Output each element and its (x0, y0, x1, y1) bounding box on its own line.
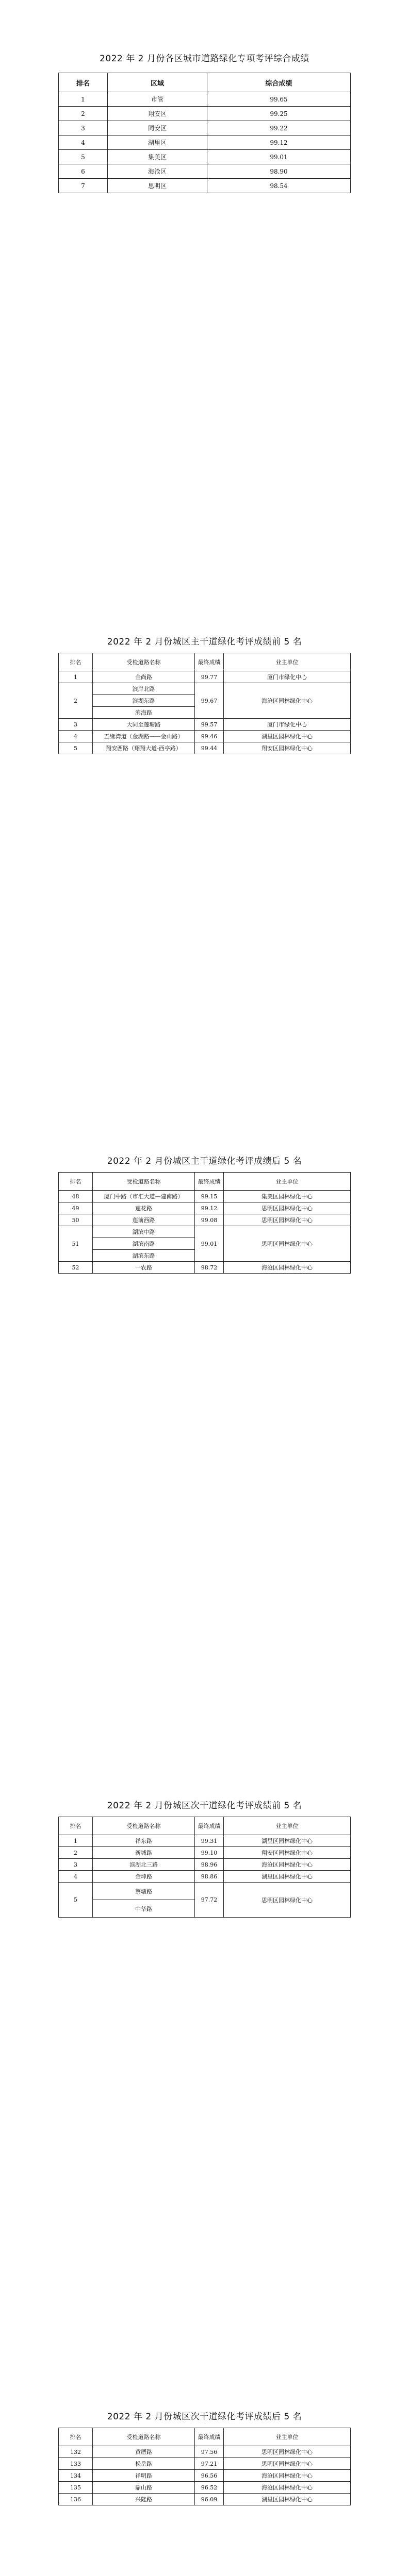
owner-cell: 翔安区园林绿化中心 (224, 742, 351, 754)
score-cell: 99.01 (195, 1226, 224, 1262)
rank-cell: 2 (59, 683, 93, 719)
score-cell: 97.21 (195, 2458, 224, 2470)
column-header: 受检道路名称 (93, 1817, 195, 1835)
owner-cell: 思明区园林绿化中心 (224, 1202, 351, 1214)
road-cell: 滨湖东路 (93, 695, 195, 707)
road-cell: 新城路 (93, 1847, 195, 1859)
section-title: 2022 年 2 月份城区主干道绿化考评成绩前 5 名 (107, 637, 302, 647)
score-cell: 99.01 (207, 150, 351, 164)
road-cell: 湖滨中路 (93, 1226, 195, 1238)
column-header: 排名 (59, 1173, 93, 1191)
district-cell: 集美区 (108, 150, 207, 164)
owner-cell: 海沧区园林绿化中心 (224, 683, 351, 719)
owner-cell: 海沧区园林绿化中心 (224, 2470, 351, 2482)
owner-cell: 海沧区园林绿化中心 (224, 2482, 351, 2494)
score-cell: 97.72 (195, 1883, 224, 1918)
score-cell: 99.22 (207, 121, 351, 135)
column-header: 排名 (59, 653, 93, 671)
table-row (59, 179, 351, 193)
road-cell: 松岳路 (93, 2458, 195, 2470)
rank-cell: 2 (59, 107, 108, 121)
road-cell: 厦门中路（市汇大道—建南路） (93, 1191, 195, 1202)
table-row (59, 135, 351, 150)
rank-cell: 3 (59, 121, 108, 135)
score-cell: 98.54 (207, 179, 351, 193)
table-row (59, 742, 351, 754)
column-header: 业主单位 (224, 1173, 351, 1191)
rank-cell: 1 (59, 1835, 93, 1847)
table-row (59, 671, 351, 683)
table-row (59, 1847, 351, 1859)
rank-cell: 136 (59, 2494, 93, 2505)
owner-cell: 集美区园林绿化中心 (224, 1191, 351, 1202)
score-cell: 98.86 (195, 1871, 224, 1883)
owner-cell: 海沧区园林绿化中心 (224, 1859, 351, 1871)
road-cell: 蔡塘路 (93, 1883, 195, 1900)
score-cell: 99.65 (207, 92, 351, 107)
district-cell: 同安区 (108, 121, 207, 135)
table-header-row (59, 1817, 351, 1835)
table-header-row (59, 2428, 351, 2446)
road-cell: 鼎山路 (93, 2482, 195, 2494)
table-row (59, 1859, 351, 1871)
table-row (59, 1214, 351, 1226)
score-cell: 98.96 (195, 1859, 224, 1871)
section-title: 2022 年 2 月份城区次干道绿化考评成绩后 5 名 (107, 2412, 302, 2422)
score-cell: 99.46 (195, 731, 224, 742)
column-header: 区域 (108, 73, 207, 92)
table-row (59, 2458, 351, 2470)
score-cell: 96.09 (195, 2494, 224, 2505)
column-header: 最终成绩 (195, 653, 224, 671)
section-secondary-road-top5 (0, 1800, 409, 1918)
owner-cell: 思明区园林绿化中心 (224, 1214, 351, 1226)
table-row (59, 2494, 351, 2505)
section-overall-scores (0, 53, 409, 193)
rank-cell: 4 (59, 135, 108, 150)
owner-cell: 湖里区园林绿化中心 (224, 1871, 351, 1883)
rank-cell: 3 (59, 719, 93, 731)
rank-cell: 52 (59, 1262, 93, 1274)
section-main-road-top5 (0, 636, 409, 754)
table-row (59, 150, 351, 164)
owner-cell: 思明区园林绿化中心 (224, 2458, 351, 2470)
table-row (59, 1883, 351, 1900)
column-header: 业主单位 (224, 1817, 351, 1835)
rank-cell: 51 (59, 1226, 93, 1262)
table-row (59, 1835, 351, 1847)
rank-cell: 134 (59, 2470, 93, 2482)
table-row (59, 121, 351, 135)
rank-cell: 1 (59, 92, 108, 107)
rank-cell: 7 (59, 179, 108, 193)
score-cell: 99.12 (207, 135, 351, 150)
rank-cell: 135 (59, 2482, 93, 2494)
rank-cell: 3 (59, 1859, 93, 1871)
column-header: 业主单位 (224, 2428, 351, 2446)
rank-cell: 48 (59, 1191, 93, 1202)
district-cell: 海沧区 (108, 164, 207, 179)
district-cell: 市管 (108, 92, 207, 107)
table-row (59, 2470, 351, 2482)
score-cell: 96.56 (195, 2470, 224, 2482)
table-row (59, 719, 351, 731)
road-cell: 大同至莲塘路 (93, 719, 195, 731)
main-road-bottom5-table (58, 1172, 351, 1274)
road-cell: 一农路 (93, 1262, 195, 1274)
road-cell: 兴隆路 (93, 2494, 195, 2505)
owner-cell: 思明区园林绿化中心 (224, 1226, 351, 1262)
column-header: 业主单位 (224, 653, 351, 671)
score-cell: 97.56 (195, 2446, 224, 2458)
owner-cell: 湖里区园林绿化中心 (224, 1835, 351, 1847)
road-cell: 祥明路 (93, 2470, 195, 2482)
section-title: 2022 年 2 月份城区次干道绿化考评成绩前 5 名 (107, 1801, 302, 1811)
table-row (59, 1871, 351, 1883)
score-cell: 99.12 (195, 1202, 224, 1214)
score-cell: 99.10 (195, 1847, 224, 1859)
rank-cell: 132 (59, 2446, 93, 2458)
score-cell: 98.72 (195, 1262, 224, 1274)
table-row (59, 2482, 351, 2494)
score-cell: 99.31 (195, 1835, 224, 1847)
road-cell: 湖滨南路 (93, 1238, 195, 1250)
district-cell: 思明区 (108, 179, 207, 193)
owner-cell: 湖里区园林绿化中心 (224, 731, 351, 742)
table-row (59, 164, 351, 179)
rank-cell: 133 (59, 2458, 93, 2470)
section-main-road-bottom5 (0, 1156, 409, 1274)
score-cell: 99.67 (195, 683, 224, 719)
score-cell: 98.90 (207, 164, 351, 179)
road-cell: 黄厝路 (93, 2446, 195, 2458)
score-cell: 99.77 (195, 671, 224, 683)
table-row (59, 731, 351, 742)
table-row (59, 92, 351, 107)
owner-cell: 思明区园林绿化中心 (224, 2446, 351, 2458)
column-header: 排名 (59, 1817, 93, 1835)
overall-scores-table (58, 73, 351, 193)
column-header: 综合成绩 (207, 73, 351, 92)
owner-cell: 湖里区园林绿化中心 (224, 2494, 351, 2505)
owner-cell: 思明区园林绿化中心 (224, 1883, 351, 1918)
road-cell: 翔安西路（翔翔大道-西亭路） (93, 742, 195, 754)
table-row (59, 1202, 351, 1214)
road-cell: 中华路 (93, 1900, 195, 1918)
column-header: 排名 (59, 2428, 93, 2446)
rank-cell: 5 (59, 1883, 93, 1918)
column-header: 最终成绩 (195, 2428, 224, 2446)
road-cell: 滨海路 (93, 707, 195, 719)
district-cell: 翔安区 (108, 107, 207, 121)
district-cell: 湖里区 (108, 135, 207, 150)
column-header: 排名 (59, 73, 108, 92)
table-row (59, 1262, 351, 1274)
road-cell: 滨湖北三路 (93, 1859, 195, 1871)
table-row (59, 1226, 351, 1238)
table-header-row (59, 1173, 351, 1191)
column-header: 受检道路名称 (93, 1173, 195, 1191)
rank-cell: 4 (59, 731, 93, 742)
rank-cell: 2 (59, 1847, 93, 1859)
table-header-row (59, 653, 351, 671)
rank-cell: 6 (59, 164, 108, 179)
table-row (59, 2446, 351, 2458)
rank-cell: 50 (59, 1214, 93, 1226)
table-row (59, 683, 351, 695)
column-header: 最终成绩 (195, 1817, 224, 1835)
score-cell: 96.52 (195, 2482, 224, 2494)
score-cell: 99.57 (195, 719, 224, 731)
score-cell: 99.08 (195, 1214, 224, 1226)
rank-cell: 4 (59, 1871, 93, 1883)
table-row (59, 107, 351, 121)
secondary-road-top5-table (58, 1817, 351, 1918)
section-title: 2022 年 2 月份城区主干道绿化考评成绩后 5 名 (107, 1156, 302, 1166)
road-cell: 莲花路 (93, 1202, 195, 1214)
road-cell: 金尚路 (93, 671, 195, 683)
road-cell: 湖滨东路 (93, 1250, 195, 1262)
score-cell: 99.15 (195, 1191, 224, 1202)
owner-cell: 厦门市绿化中心 (224, 671, 351, 683)
section-title: 2022 年 2 月份各区城市道路绿化专项考评综合成绩 (100, 54, 309, 64)
rank-cell: 49 (59, 1202, 93, 1214)
table-header-row (59, 73, 351, 92)
secondary-road-bottom5-table (58, 2428, 351, 2505)
road-cell: 五缘湾道（金湖路——金山路） (93, 731, 195, 742)
column-header: 最终成绩 (195, 1173, 224, 1191)
rank-cell: 5 (59, 742, 93, 754)
road-cell: 金坤路 (93, 1871, 195, 1883)
road-cell: 莲前西路 (93, 1214, 195, 1226)
score-cell: 99.44 (195, 742, 224, 754)
column-header: 受检道路名称 (93, 2428, 195, 2446)
score-cell: 99.25 (207, 107, 351, 121)
section-secondary-road-bottom5 (0, 2411, 409, 2505)
owner-cell: 厦门市绿化中心 (224, 719, 351, 731)
owner-cell: 海沧区园林绿化中心 (224, 1262, 351, 1274)
road-cell: 祥东路 (93, 1835, 195, 1847)
main-road-top5-table (58, 653, 351, 754)
rank-cell: 1 (59, 671, 93, 683)
column-header: 受检道路名称 (93, 653, 195, 671)
owner-cell: 翔安区园林绿化中心 (224, 1847, 351, 1859)
road-cell: 滨岸北路 (93, 683, 195, 695)
table-row (59, 1191, 351, 1202)
rank-cell: 5 (59, 150, 108, 164)
